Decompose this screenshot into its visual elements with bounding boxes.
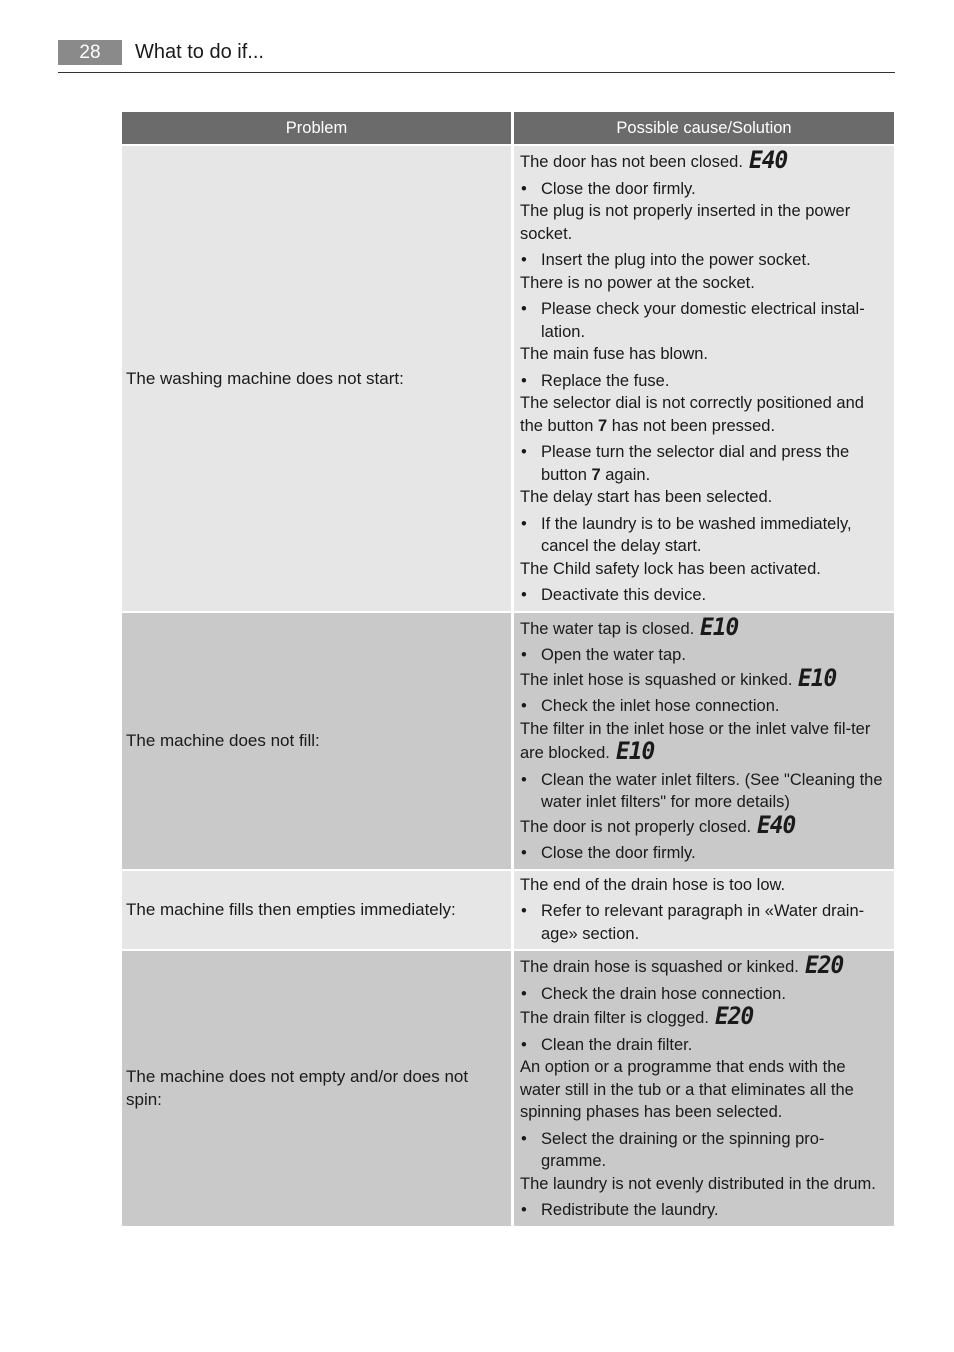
section-title: What to do if... (135, 41, 264, 63)
cause-text: The laundry is not evenly distributed in the drum. (520, 1174, 876, 1193)
cause-text: The filter in the inlet hose or the inlet valve fil-ter are blocked. E10 (520, 719, 871, 765)
solution-step: • Select the draining or the spinning pro-gramme. (520, 1128, 888, 1173)
solution-step: • If the laundry is to be washed immediately, cancel the delay start. (520, 513, 888, 558)
problem-cell (122, 871, 511, 950)
problem-cell (122, 613, 511, 869)
table-row (122, 146, 894, 611)
solution-step: • Replace the fuse. (520, 370, 888, 393)
solution-step: • Close the door firmly. (520, 178, 888, 201)
cause-text: There is no power at the socket. (520, 273, 755, 292)
solution-step: • Refer to relevant paragraph in «Water drain-age» section. (520, 900, 888, 945)
button-number: 7 (591, 465, 601, 484)
cause-text: The drain filter is clogged. E20 (520, 1002, 754, 1030)
problem-cell (122, 951, 511, 1226)
cause-text: The selector dial is not correctly positioned and the button 7 has not been pressed. (520, 394, 864, 435)
page-header (58, 40, 895, 73)
solution-cell (514, 146, 894, 611)
cause-text: The inlet hose is squashed or kinked. E10 (520, 663, 837, 692)
cause-text: The plug is not properly inserted in the power socket. (520, 202, 851, 243)
table-header (122, 112, 894, 144)
table-body (122, 146, 894, 1226)
solution-step: • Check the drain hose connection. (520, 983, 888, 1006)
troubleshooting-table (122, 112, 894, 1228)
solution-step: • Redistribute the laundry. (520, 1199, 888, 1222)
column-header-problem: Problem (122, 112, 511, 144)
error-code-display: E10 (798, 663, 837, 692)
problem-text: The machine does not empty and/or does not spin: (126, 1067, 469, 1110)
table-row (122, 951, 894, 1226)
solution-step: • Open the water tap. (520, 644, 888, 667)
solution-step: • Close the door firmly. (520, 842, 888, 865)
solution-step: • Clean the water inlet filters. (See "Cleaning the water inlet filters" for more details) (520, 769, 888, 814)
table-row (122, 613, 894, 869)
error-code-display: E10 (615, 737, 655, 765)
error-code-display: E10 (700, 612, 739, 641)
error-code-display: E20 (714, 1002, 754, 1030)
column-header-solution: Possible cause/Solution (514, 112, 894, 144)
cause-text: The water tap is closed. E10 (520, 612, 739, 641)
problem-cell (122, 146, 511, 611)
solution-step: • Please check your domestic electrical instal-lation. (520, 298, 888, 343)
solution-step: • Insert the plug into the power socket. (520, 249, 888, 272)
error-code-display: E40 (748, 146, 788, 174)
cause-text: The door is not properly closed. E40 (520, 810, 796, 839)
solution-cell (514, 871, 894, 950)
error-code-display: E20 (804, 951, 844, 979)
cause-text: An option or a programme that ends with the water still in the tub or a that eliminates all the spinning phases has been selected. (520, 1058, 854, 1121)
cause-text: The door has not been closed. E40 (520, 146, 788, 174)
solution-cell (514, 951, 894, 1226)
problem-text: The washing machine does not start: (126, 368, 404, 388)
cause-text: The Child safety lock has been activated. (520, 559, 821, 578)
table-row (122, 871, 894, 950)
cause-text: The drain hose is squashed or kinked. E20 (520, 951, 844, 979)
solution-step: • Please turn the selector dial and press the button 7 again. (520, 441, 888, 486)
solution-cell (514, 613, 894, 869)
cause-text: The delay start has been selected. (520, 488, 773, 506)
problem-text: The machine fills then empties immediately: (126, 900, 456, 920)
error-code-display: E40 (757, 810, 796, 839)
cause-text: The main fuse has blown. (520, 345, 709, 363)
problem-text: The machine does not fill: (126, 731, 320, 750)
solution-step: • Clean the drain filter. (520, 1034, 888, 1057)
solution-step: • Check the inlet hose connection. (520, 695, 888, 718)
solution-step: • Deactivate this device. (520, 584, 888, 607)
cause-text: The end of the drain hose is too low. (520, 875, 786, 894)
button-number: 7 (598, 416, 608, 435)
page-number: 28 (58, 40, 122, 65)
